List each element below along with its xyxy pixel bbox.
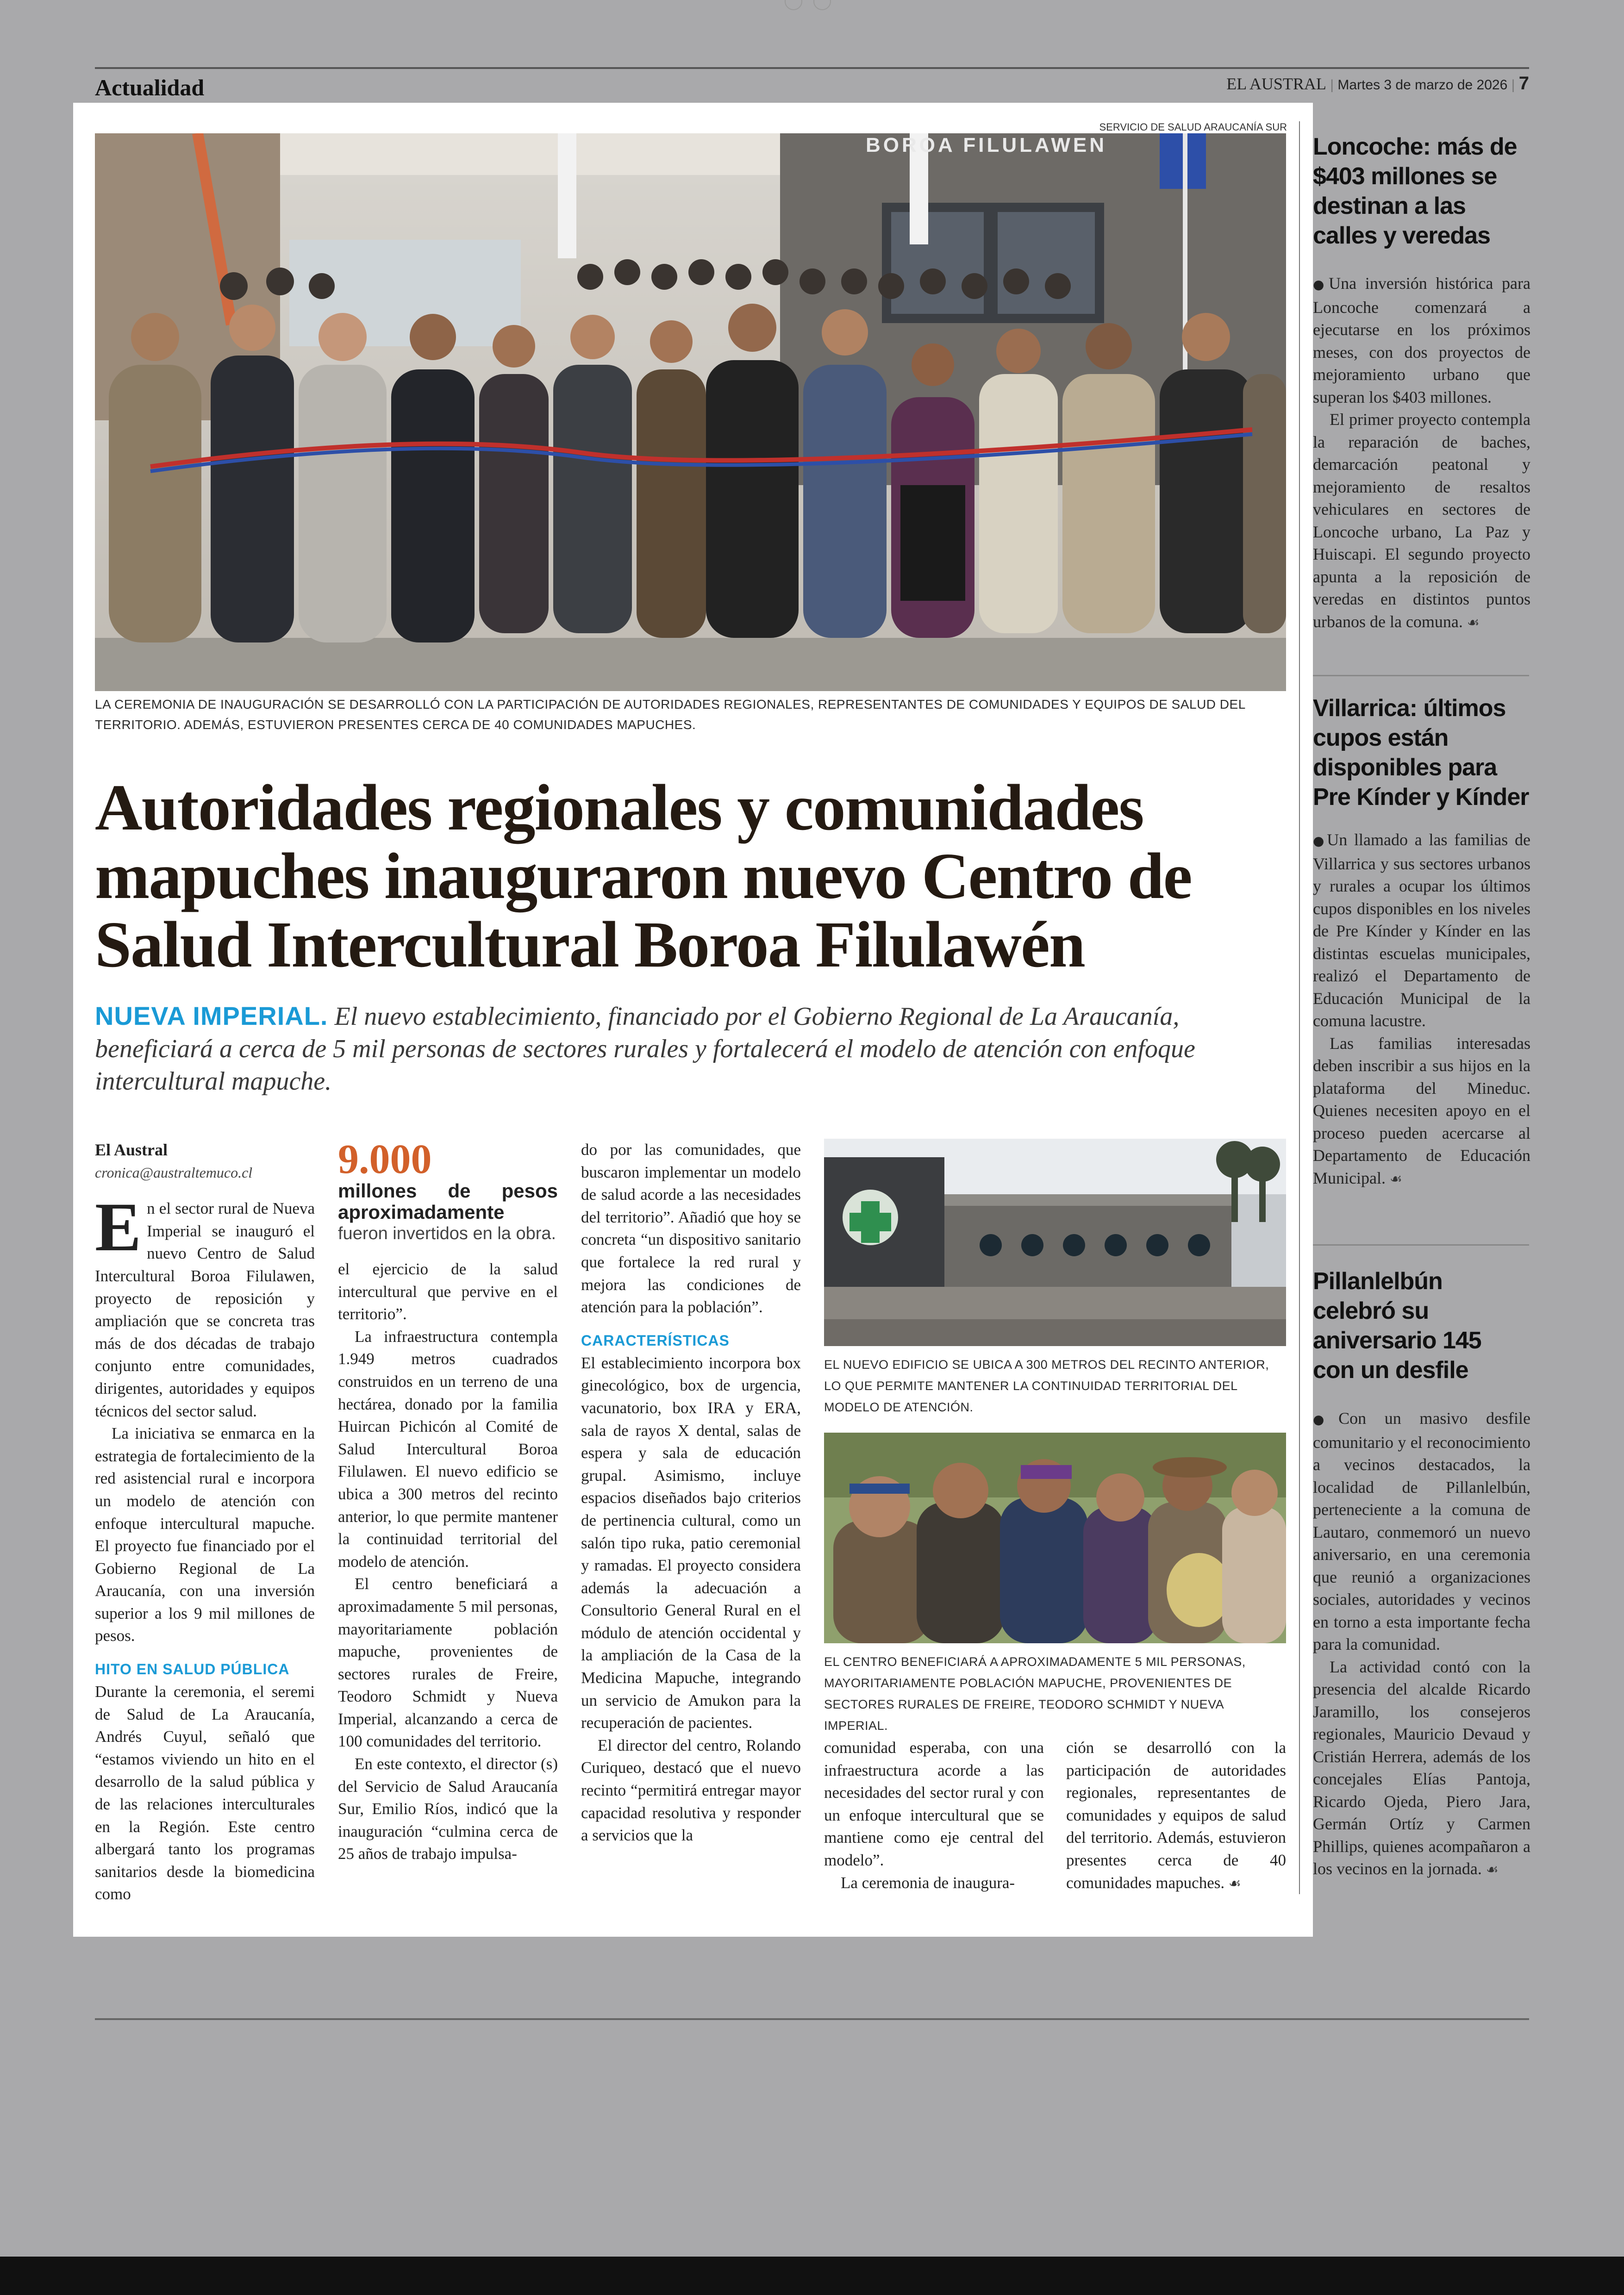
column-4-paragraph-1: comunidad esperaba, con una infraestructura acorde a las necesidades del sector rural y con un enfoque intercultural que se mantiene como eje central del modelo”. xyxy=(824,1739,1044,1869)
sidebar-story-1-paragraph-2: El primer proyecto contempla la reparación de baches, demarcación peatonal y mejoramiento de resaltos vehiculares en sectores de Loncoche urbano, La Paz y Huiscapi. El segundo proyecto apunta a la reposición de veredas en distintos puntos urbanos de la comuna. ☙ xyxy=(1313,410,1530,631)
column-3-paragraph-3: El director del centro, Rolando Curiqueo, destacó que el nuevo recinto “permitirá entregar mayor capacidad resolutiva y responder a servicios que la xyxy=(581,1736,801,1845)
drop-cap: E xyxy=(95,1189,142,1266)
building-photo xyxy=(824,1139,1286,1346)
column-4 xyxy=(824,1737,1044,1894)
community-photo xyxy=(824,1433,1286,1643)
page-number: 7 xyxy=(1518,73,1529,94)
sidebar-story-2-paragraph-1: ●Un llamado a las familias de Villarrica y sus sectores urbanos y rurales a ocupar los últimos cupos disponibles en los niveles de Pre Kínder y Kínder en las distintas escuelas municipales, realizó el Departamento de Educación Municipal de la comuna lacustre. xyxy=(1313,830,1530,1030)
stat-box xyxy=(338,1136,558,1244)
column-2-paragraph-2: La infraestructura contempla 1.949 metros cuadrados construidos en un terreno de una hectárea, donado por la familia Huircan Pichicón al Comité de Salud Intercultural Boroa Filulawen. El nuevo edificio se ubica a 300 metros del recinto anterior, lo que permite mantener la continuidad territorial del modelo de atención. xyxy=(338,1327,558,1571)
stat-subtext: fueron invertidos en la obra. xyxy=(338,1224,556,1243)
bullet-icon: ● xyxy=(1313,277,1329,292)
main-photo-illustration xyxy=(95,133,1286,691)
bullet-icon: ● xyxy=(1313,833,1327,848)
column-3-paragraph-2: El establecimiento incorpora box ginecológico, box de urgencia, vacunatorio, box IRA y ERA, sala de rayos X dental, salas de espera y sala de educación grupal. Asimismo, incluye espacios diseñados bajo criterios de pertinencia cultural, como un salón tipo ruka, patio ceremonial y ramadas. El proyecto considera además la adecuación a Consultorio General Rural en el módulo de atención occidental y la ampliación de la Casa de la Medicina Mapuche, integrando un servicio de Amukon para la recuperación de pacientes. xyxy=(581,1353,801,1732)
column-5 xyxy=(1066,1737,1286,1895)
sidebar-story-1-body xyxy=(1313,272,1530,634)
page-info: EL AUSTRAL | Martes 3 de marzo de 2026 | 7 xyxy=(1226,73,1529,94)
sidebar-story-3-body xyxy=(1313,1407,1530,1882)
photo-credit: SERVICIO DE SALUD ARAUCANÍA SUR xyxy=(1099,121,1287,133)
photo-sign-text: BOROA FILULAWEN xyxy=(866,134,1107,156)
end-mark-icon: ☙ xyxy=(1486,1862,1499,1878)
column-2-paragraph-1: el ejercicio de la salud intercultural que pervive en el territorio”. xyxy=(338,1260,558,1323)
building-photo-illustration xyxy=(824,1139,1286,1346)
section-label: Actualidad xyxy=(95,75,205,100)
column-1 xyxy=(95,1139,315,1906)
headline: Autoridades regionales y comunidades mapuches inauguraron nuevo Centro de Salud Intercultural Boroa Filulawén xyxy=(95,771,1192,981)
next-page-icon[interactable] xyxy=(813,0,831,10)
column-1-paragraph-3: Durante la ceremonia, el seremi de Salud de La Araucanía, Andrés Cuyul, señaló que “estamos viviendo un hito en el desarrollo de la salud pública y de las relaciones interculturales en la Región. Este centro albergará tanto los programas sanitarios desde la biomedicina como xyxy=(95,1683,315,1903)
lead-paragraph xyxy=(95,1000,1280,1098)
lead-text: El nuevo establecimiento, financiado por el Gobierno Regional de La Araucanía, beneficiará a cerca de 5 mil personas de sectores rurales y fortalecerá el modelo de atención con enfoque intercultural mapuche. xyxy=(95,1002,1195,1096)
author-email[interactable]: cronica@australtemuco.cl xyxy=(95,1164,253,1181)
issue-date: Martes 3 de marzo de 2026 xyxy=(1337,77,1508,93)
sidebar-story-1-paragraph-1: ●Una inversión histórica para Loncoche comenzará a ejecutarse en los próximos meses, con dos proyectos de mejoramiento urbano que superan los $403 millones. xyxy=(1313,274,1530,406)
footer-rule xyxy=(95,2018,1529,2020)
page-nav-dots[interactable] xyxy=(785,0,840,10)
end-mark-icon: ☙ xyxy=(1467,614,1480,631)
bullet-icon: ● xyxy=(1313,1412,1339,1427)
subhead-caracteristicas: CARACTERÍSTICAS xyxy=(581,1332,730,1349)
column-2 xyxy=(338,1136,558,1865)
end-mark-icon: ☙ xyxy=(1389,1171,1402,1187)
sidebar-divider xyxy=(1299,121,1300,1894)
sidebar-story-2-paragraph-2: Las familias interesadas deben inscribir a sus hijos en la plataforma del Mineduc. Quienes necesiten apoyo en el proceso pueden acercarse al Departamento de Educación Municipal. ☙ xyxy=(1313,1034,1530,1187)
sidebar-rule-2 xyxy=(1313,1244,1529,1246)
stat-number: 9.000 xyxy=(338,1136,432,1182)
sidebar-story-3-title: Pillanlelbún celebró su aniversario 145 con un desfile xyxy=(1313,1268,1481,1384)
column-1-paragraph-1: En el sector rural de Nueva Imperial se inauguró el nuevo Centro de Salud Intercultural Boroa Filulawen, proyecto de reposición y ampliación que se concreta tras más de dos décadas de trabajo conjunto entre comunidades, dirigentes, autoridades y equipos técnicos del sector salud. xyxy=(95,1189,315,1420)
subhead-hito: HITO EN SALUD PÚBLICA xyxy=(95,1661,290,1678)
sidebar-story-3-paragraph-2: La actividad contó con la presencia del alcalde Ricardo Jaramillo, los consejeros regionales, Mauricio Devaud y Cristián Herrera, además de los concejales Elías Pantoja, Ricardo Ojeda, Piero Jara, Germán Ortíz y Carmen Phillips, quienes acompañaron a los vecinos en la jornada. ☙ xyxy=(1313,1657,1530,1878)
prev-page-icon[interactable] xyxy=(785,0,802,10)
newspaper-name: EL AUSTRAL xyxy=(1226,75,1326,93)
sidebar-story-2-title: Villarrica: últimos cupos están disponibles para Pre Kínder y Kínder xyxy=(1313,695,1529,811)
stat-label: millones de pesos aproximadamente xyxy=(338,1180,558,1223)
column-1-paragraph-2: La iniciativa se enmarca en la estrategia de fortalecimiento de la red asistencial rural e incorpora un modelo de atención con enfoque intercultural mapuche. El proyecto fue financiado por el Gobierno Regional de La Araucanía, con una inversión superior a los 9 mil millones de pesos. xyxy=(95,1424,315,1645)
column-3-paragraph-1: do por las comunidades, que buscaron implementar un modelo de salud acorde a las necesidades del territorio”. Añadió que hoy se concreta “un dispositivo sanitario que fortalece la red rural y mejora las condiciones de atención para la población”. xyxy=(581,1141,801,1316)
main-photo-caption: LA CEREMONIA DE INAUGURACIÓN SE DESARROLLÓ CON LA PARTICIPACIÓN DE AUTORIDADES REGIONALES, REPRESENTANTES DE COMUNIDADES Y EQUIPOS DE SALUD DEL TERRITORIO. ADEMÁS, ESTUVIERON PRESENTES CERCA DE 40 COMUNIDADES MAPUCHES. xyxy=(95,697,1245,732)
building-photo-caption: EL NUEVO EDIFICIO SE UBICA A 300 METROS DEL RECINTO ANTERIOR, LO QUE PERMITE MANTENER LA CONTINUIDAD TERRITORIAL DEL MODELO DE ATENCIÓN. xyxy=(824,1358,1269,1414)
sidebar-story-2-body xyxy=(1313,829,1530,1191)
column-2-paragraph-3: El centro beneficiará a aproximadamente 5 mil personas, mayoritariamente población mapuche, provenientes de sectores rurales de Freire, Teodoro Schmidt y Nueva Imperial, alcanzando a cerca de 100 comunidades del territorio. xyxy=(338,1575,558,1751)
sidebar-rule-1 xyxy=(1313,675,1529,676)
location-kicker: NUEVA IMPERIAL. xyxy=(95,1001,328,1030)
end-mark-icon: ☙ xyxy=(1228,1875,1241,1892)
column-3 xyxy=(581,1139,801,1847)
column-5-paragraph-1: ción se desarrolló con la participación de autoridades regionales, representantes de comunidades y equipos de salud del territorio. Además, estuvieron presentes cerca de 40 comunidades mapuches. ☙ xyxy=(1066,1739,1286,1892)
sidebar-story-3-paragraph-1: ●Con un masivo desfile comunitario y el reconocimiento a vecinos destacados, la localidad de Pillanlelbún, perteneciente a la comuna de Lautaro, conmemoró un nuevo aniversario, en una ceremonia que reunió a organizaciones sociales, autoridades y vecinos en torno a esta importante fecha para la comunidad. xyxy=(1313,1409,1531,1653)
community-photo-illustration xyxy=(824,1433,1286,1643)
main-photo xyxy=(95,133,1286,691)
community-photo-caption: EL CENTRO BENEFICIARÁ A APROXIMADAMENTE 5 MIL PERSONAS, MAYORITARIAMENTE POBLACIÓN MAPUCHE, PROVENIENTES DE SECTORES RURALES DE FREIRE, TEODORO SCHMIDT Y NUEVA IMPERIAL. xyxy=(824,1655,1246,1733)
header-rule-top xyxy=(95,67,1529,69)
column-4-paragraph-2: La ceremonia de inaugura- xyxy=(841,1873,1015,1892)
sidebar-story-1-title: Loncoche: más de $403 millones se destinan a las calles y veredas xyxy=(1313,133,1517,249)
column-2-paragraph-4: En este contexto, el director (s) del Servicio de Salud Araucanía Sur, Emilio Ríos, indicó que la inauguración “culmina cerca de 25 años de trabajo impulsa- xyxy=(338,1755,558,1863)
viewer-bottom-bar xyxy=(0,2257,1624,2295)
byline: El Austral xyxy=(95,1141,168,1159)
